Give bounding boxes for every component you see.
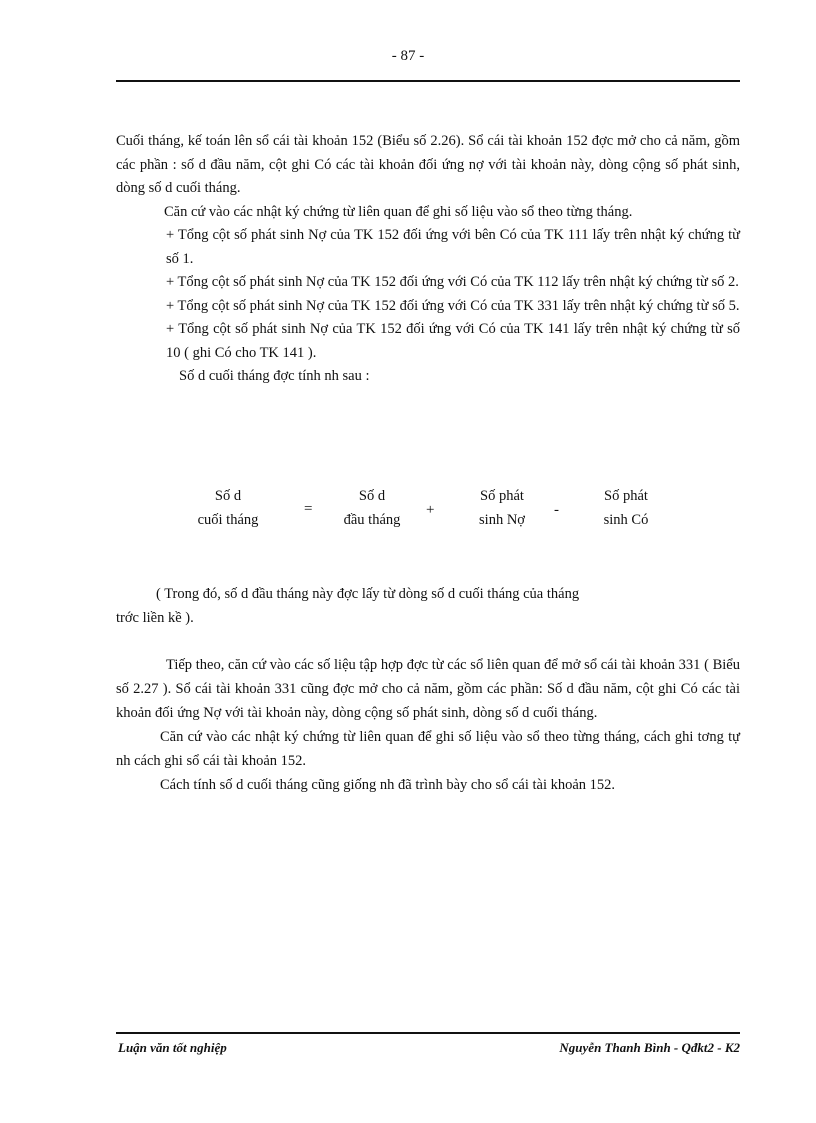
body-section-1 bbox=[116, 130, 740, 389]
formula-equals-sign: = bbox=[304, 501, 313, 517]
formula-minus-sign: - bbox=[554, 502, 559, 518]
formula-term-credit-arising bbox=[576, 485, 676, 532]
header-divider bbox=[116, 80, 740, 82]
footer-author: Nguyễn Thanh Bình - Qđkt2 - K2 bbox=[559, 1040, 740, 1055]
intro-paragraph: Cuối tháng, kế toán lên sổ cái tài khoản 152 (Biểu số 2.26). Sổ cái tài khoản 152 đợc mở cho cả năm, gồm các phần : số d đầu năm, cột ghi Có các tài khoản đối ứng nợ với tài khoản này, dòng cộng số phát sinh, dòng số d cuối tháng. bbox=[116, 133, 740, 196]
formula-term-line: Số d bbox=[358, 488, 386, 504]
formula-term-closing-balance bbox=[178, 485, 278, 532]
formula-term-line: Số phát bbox=[604, 488, 648, 504]
formula-term-line: Số d bbox=[214, 488, 242, 504]
formula-plus-sign: + bbox=[426, 502, 435, 518]
footer-divider bbox=[116, 1032, 740, 1034]
formula-term-opening-balance bbox=[322, 485, 422, 532]
page-number: - 87 - bbox=[391, 48, 425, 64]
formula-note bbox=[116, 583, 740, 630]
formula-term-line: cuối tháng bbox=[197, 511, 259, 528]
formula-term-line: Số phát bbox=[480, 488, 524, 504]
formula-term-line: đầu tháng bbox=[343, 511, 401, 528]
basis-paragraph: Căn cứ vào các nhật ký chứng từ liên quan để ghi số liệu vào sổ theo từng tháng. bbox=[164, 203, 633, 220]
bullet-item: + Tổng cột số phát sinh Nợ của TK 152 đối ứng với bên Có của TK 111 lấy trên nhật ký chứng từ số 1. bbox=[166, 227, 740, 267]
bullet-item: + Tổng cột số phát sinh Nợ của TK 152 đối ứng với Có của TK 141 lấy trên nhật ký chứng từ số 10 ( ghi Có cho TK 141 ). bbox=[166, 321, 740, 361]
ledger-331-paragraph: Tiếp theo, căn cứ vào các số liệu tập hợp đợc từ các sổ liên quan để mở sổ cái tài khoản 331 ( Biểu số 2.27 ). Sổ cái tài khoản 331 cũng đợc mở cho cả năm, gồm các phần: Số d đầu năm, cột ghi Có các tài khoản đối ứng Nợ với tài khoản này, dòng cộng số phát sinh, dòng số d cuối tháng. bbox=[116, 657, 740, 721]
closing-balance-method-paragraph: Cách tính số d cuối tháng cũng giống nh đã trình bày cho sổ cái tài khoản 152. bbox=[160, 777, 616, 793]
note-line: trớc liền kề ). bbox=[116, 609, 194, 626]
ledger-331-basis-paragraph: Căn cứ vào các nhật ký chứng từ liên quan để ghi số liệu vào sổ theo từng tháng, cách ghi tơng tự nh cách ghi sổ cái tài khoản 152. bbox=[116, 729, 740, 769]
balance-formula bbox=[116, 485, 740, 545]
bullet-item: + Tổng cột số phát sinh Nợ của TK 152 đối ứng với Có của TK 331 lấy trên nhật ký chứng từ số 5. bbox=[166, 297, 740, 314]
note-line: ( Trong đó, số d đầu tháng này đợc lấy từ dòng số d cuối tháng của tháng bbox=[156, 586, 580, 602]
body-section-2 bbox=[116, 653, 740, 797]
bullet-item: + Tổng cột số phát sinh Nợ của TK 152 đối ứng với Có của TK 112 lấy trên nhật ký chứng từ số 2. bbox=[166, 274, 739, 290]
formula-term-line: sinh Nợ bbox=[479, 511, 525, 528]
formula-term-debit-arising bbox=[452, 485, 552, 532]
formula-intro: Số d cuối tháng đợc tính nh sau : bbox=[179, 368, 370, 384]
footer-thesis-label: Luận văn tốt nghiệp bbox=[118, 1040, 227, 1055]
formula-term-line: sinh Có bbox=[603, 511, 649, 528]
